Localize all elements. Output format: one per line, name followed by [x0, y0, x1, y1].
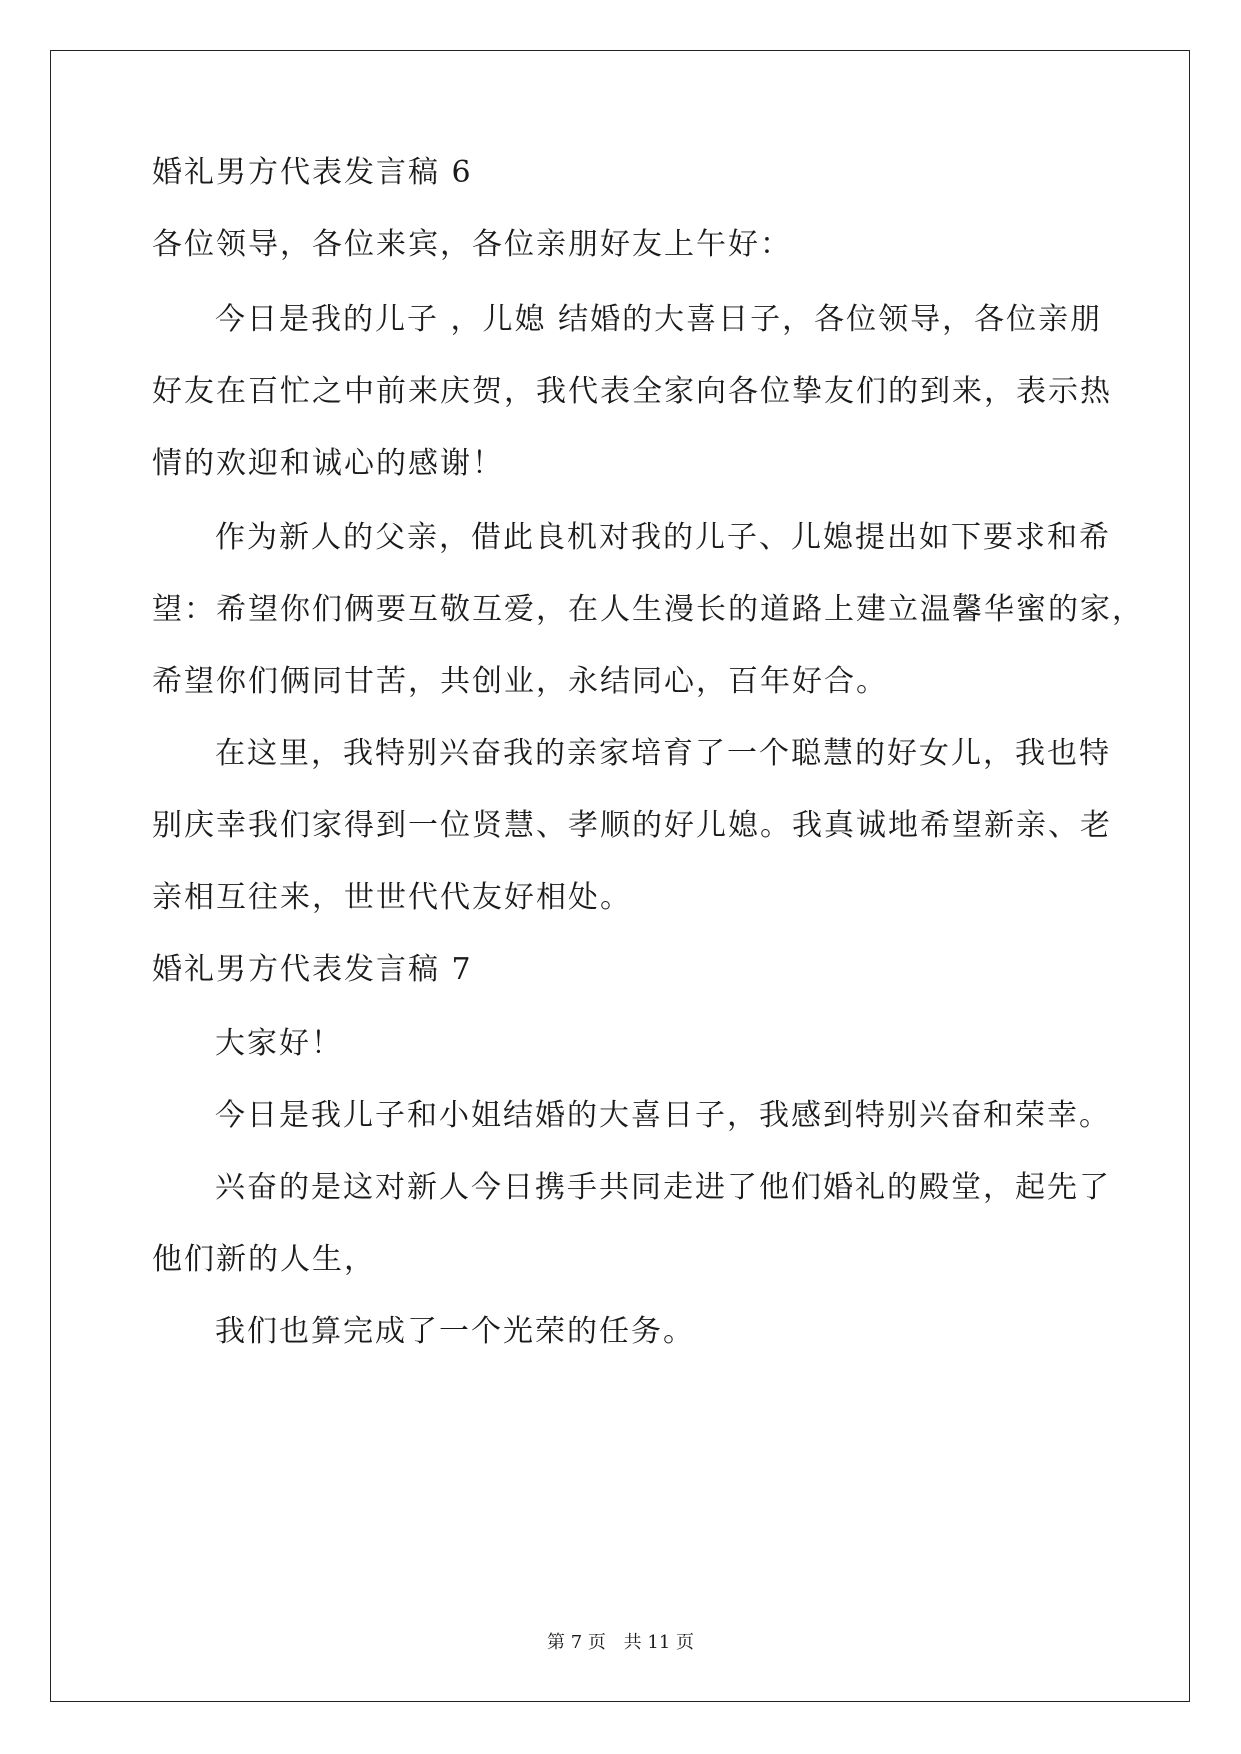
greeting-line: 各位领导，各位来宾，各位亲朋好友上午好： — [152, 227, 792, 262]
paragraph-1-line-3: 情的欢迎和诚心的感谢！ — [152, 446, 504, 481]
section-title-6: 婚礼男方代表发言稿 6 — [152, 155, 473, 190]
paragraph-2-line-3: 希望你们俩同甘苦，共创业，永结同心，百年好合。 — [152, 664, 888, 699]
paragraph-3-line-3: 亲相互往来，世世代代友好相处。 — [152, 880, 632, 915]
paragraph-5-line-1: 兴奋的是这对新人今日携手共同走进了他们婚礼的殿堂，起先了 — [215, 1170, 1111, 1205]
paragraph-3-line-1: 在这里，我特别兴奋我的亲家培育了一个聪慧的好女儿，我也特 — [215, 736, 1111, 771]
paragraph-6-line-1: 我们也算完成了一个光荣的任务。 — [215, 1314, 695, 1349]
page-footer — [0, 1628, 1241, 1654]
paragraph-4-line-1: 今日是我儿子和小姐结婚的大喜日子，我感到特别兴奋和荣幸。 — [215, 1098, 1111, 1133]
paragraph-2-line-2: 望：希望你们俩要互敬互爱，在人生漫长的道路上建立温馨华蜜的家， — [152, 592, 1144, 627]
paragraph-2-line-1: 作为新人的父亲，借此良机对我的儿子、儿媳提出如下要求和希 — [215, 520, 1111, 555]
section-title-7: 婚礼男方代表发言稿 7 — [152, 952, 473, 987]
paragraph-1-line-2: 好友在百忙之中前来庆贺，我代表全家向各位挚友们的到来，表示热 — [152, 374, 1112, 409]
page-border — [50, 50, 1190, 1702]
page-number: 第 7 页 — [547, 1632, 606, 1653]
page-total: 共 11 页 — [623, 1632, 694, 1653]
paragraph-3-line-2: 别庆幸我们家得到一位贤慧、孝顺的好儿媳。我真诚地希望新亲、老 — [152, 808, 1112, 843]
greeting-line-2: 大家好！ — [215, 1026, 343, 1061]
paragraph-1-line-1: 今日是我的儿子 ，儿媳 结婚的大喜日子，各位领导，各位亲朋 — [215, 302, 1103, 337]
paragraph-5-line-2: 他们新的人生， — [152, 1242, 376, 1277]
